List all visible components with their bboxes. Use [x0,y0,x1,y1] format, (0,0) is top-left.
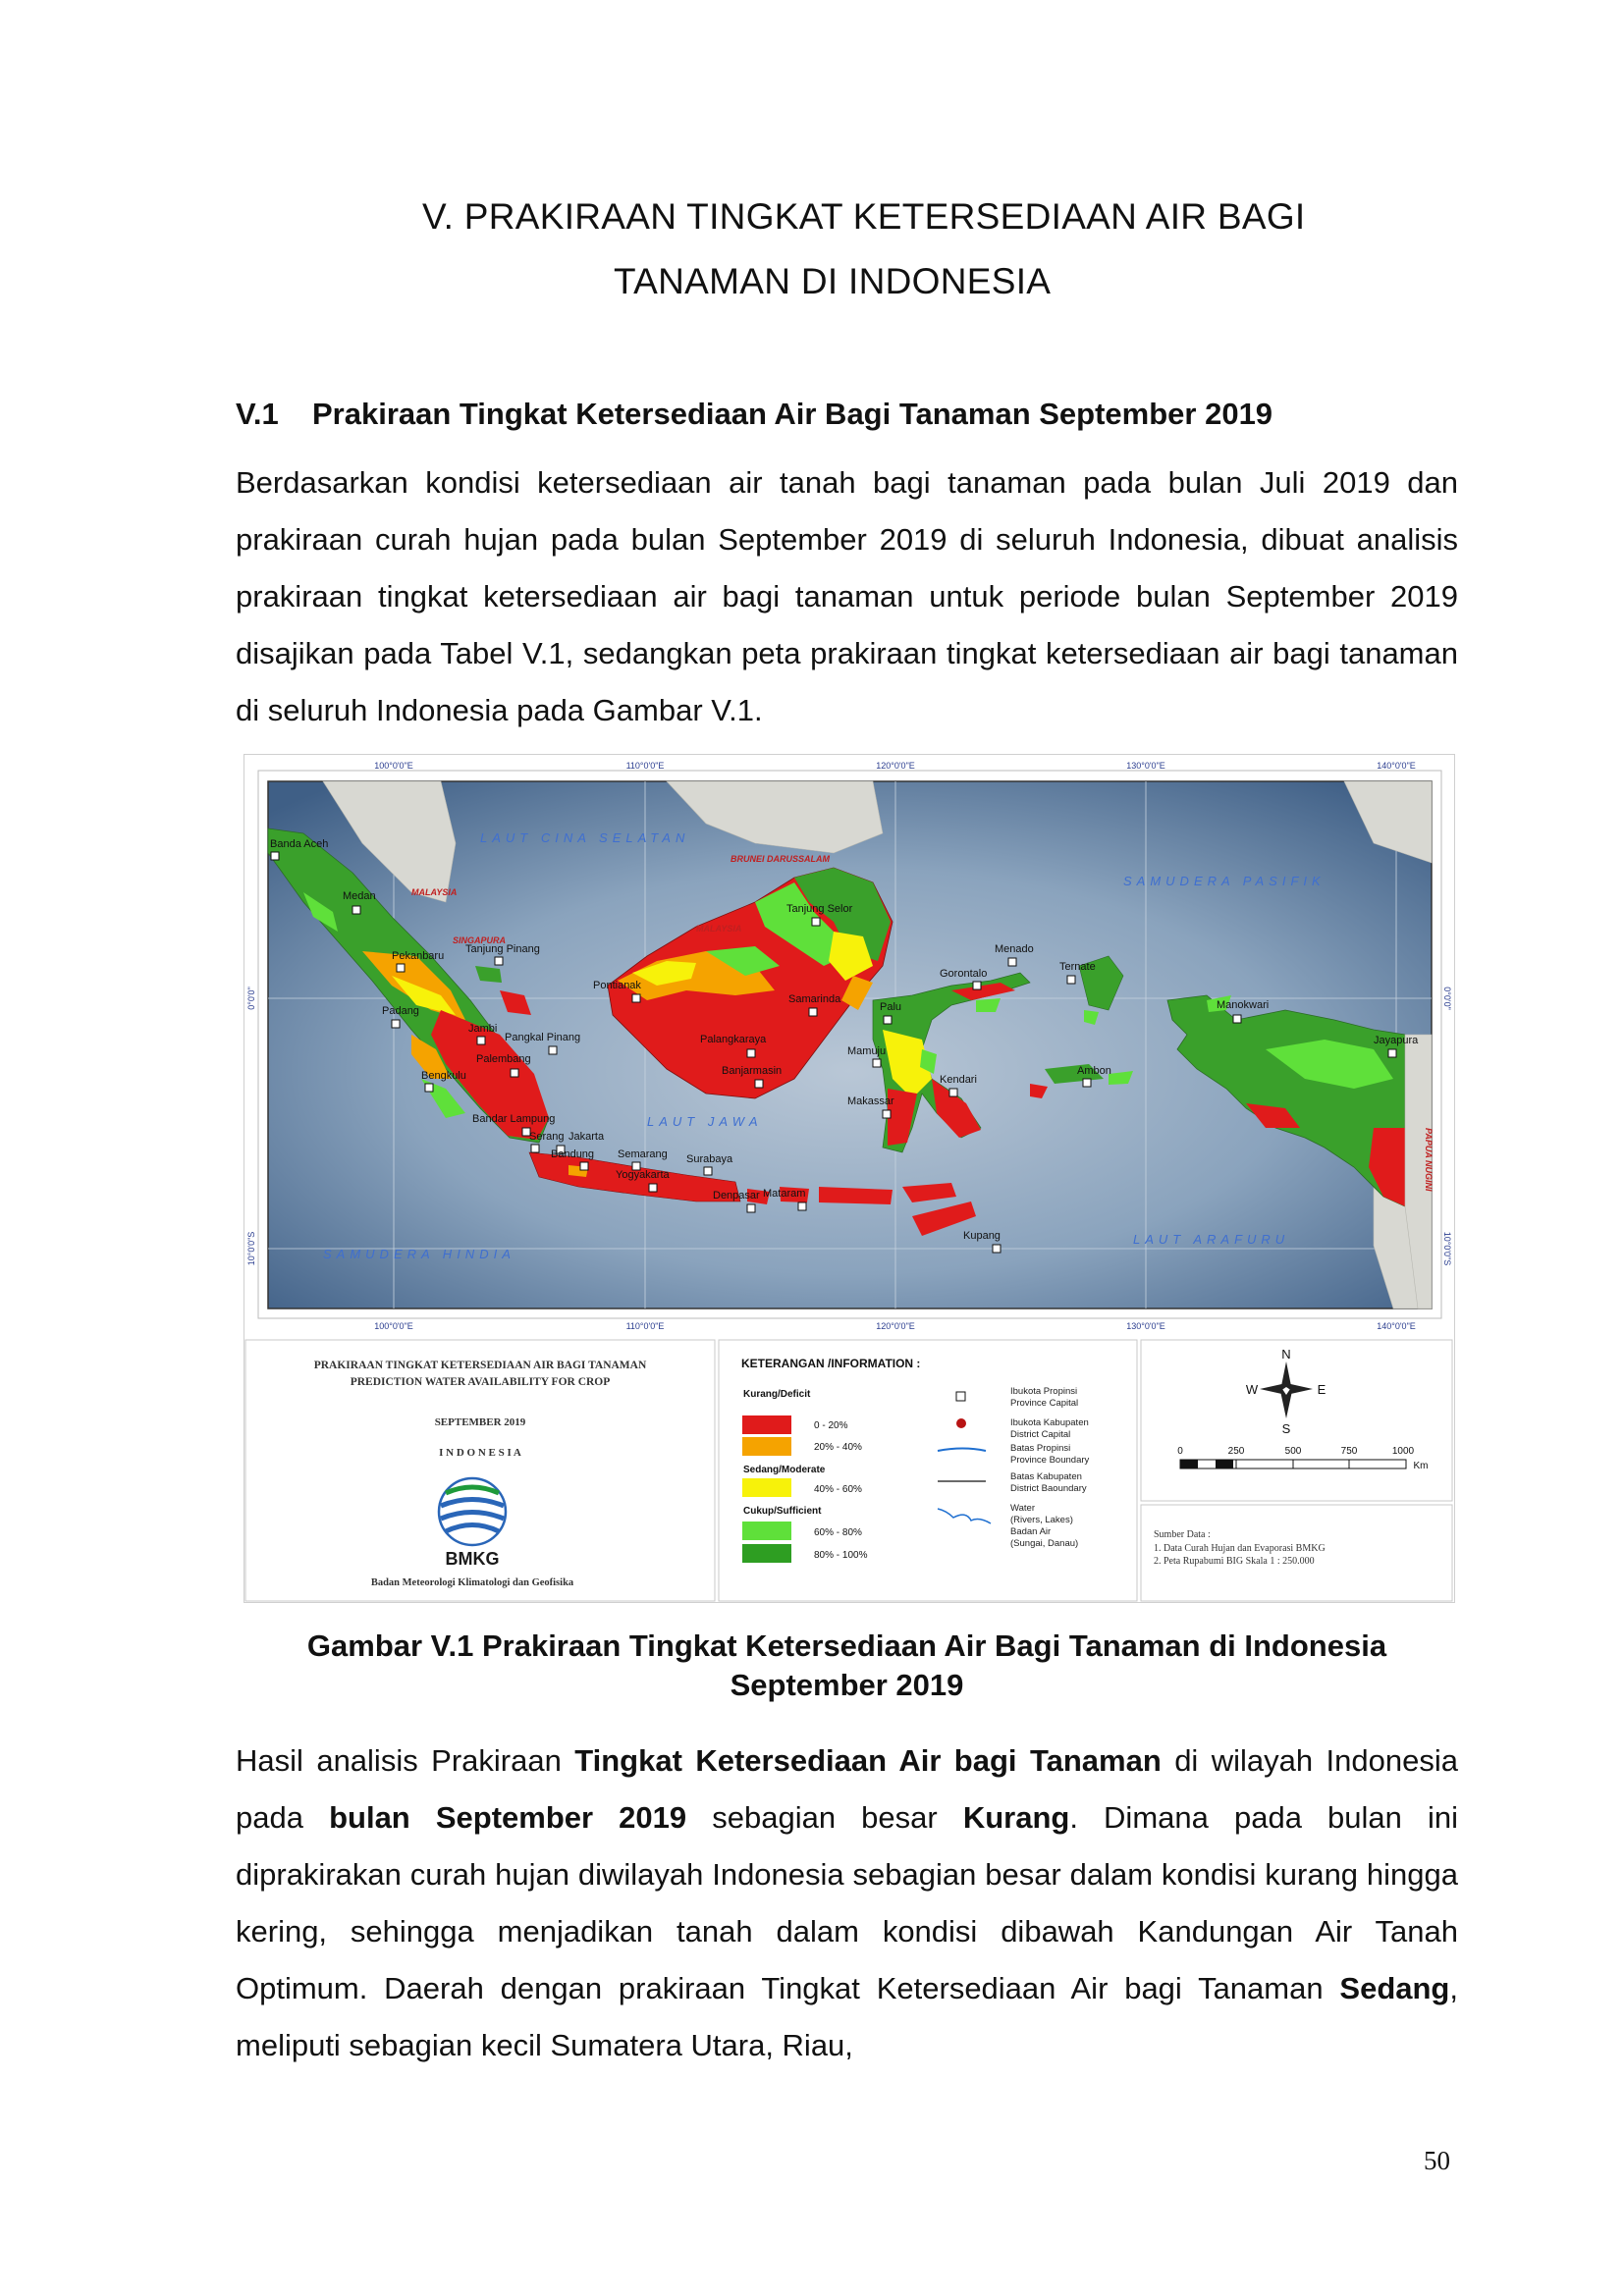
sea-label: SAMUDERA PASIFIK [1123,874,1326,888]
svg-text:Palembang: Palembang [476,1053,531,1065]
svg-text:Menado: Menado [995,943,1034,955]
bmkg-logo [439,1478,506,1545]
legend-swatch [742,1415,791,1434]
svg-text:Gorontalo: Gorontalo [940,968,988,980]
svg-text:1000: 1000 [1391,1446,1415,1457]
legend-range: 60% - 80% [814,1527,862,1538]
lat-label: 0°0'0" [246,987,256,1010]
svg-text:Badan Air: Badan Air [1010,1526,1052,1537]
section-heading [236,397,1272,432]
lon-label: 110°0'0"E [625,761,665,771]
legend-swatch [742,1522,791,1540]
svg-text:Sumber Data :: Sumber Data : [1154,1529,1211,1540]
svg-text:Banjarmasin: Banjarmasin [722,1065,783,1077]
lon-label: 100°0'0"E [374,1321,413,1331]
bold-run: bulan September 2019 [329,1800,687,1835]
legend-swatch [742,1437,791,1456]
svg-text:(Sungai, Danau): (Sungai, Danau) [1010,1538,1079,1549]
chapter-title-line1: V. PRAKIRAAN TINGKAT KETERSEDIAAN AIR BAGI [422,196,1306,237]
map-figure-svg [244,755,1454,1602]
province-capital-symbol [956,1392,965,1401]
legend-range: 0 - 20% [814,1420,848,1431]
svg-text:250: 250 [1227,1446,1245,1457]
svg-text:Jakarta: Jakarta [568,1131,605,1143]
svg-text:Palu: Palu [880,1001,902,1013]
legend-group-label: Kurang/Deficit [743,1389,811,1400]
country-label: SINGAPURA [453,935,507,945]
svg-text:Ambon: Ambon [1077,1065,1111,1077]
svg-text:Pontianak: Pontianak [593,980,641,991]
svg-text:Serang: Serang [529,1131,565,1143]
svg-text:Palangkaraya: Palangkaraya [700,1034,767,1045]
lat-label: 0°0'0" [1442,987,1452,1010]
svg-text:750: 750 [1340,1446,1358,1457]
sea-label: SAMUDERA HINDIA [323,1247,515,1261]
svg-text:Medan: Medan [343,890,376,902]
svg-text:W: W [1245,1382,1259,1397]
bold-run: Tingkat Ketersediaan Air bagi Tanaman [574,1743,1162,1778]
svg-text:Banda Aceh: Banda Aceh [270,838,329,850]
legend-group-label: Sedang/Moderate [743,1465,826,1475]
scale-bar [1180,1460,1406,1468]
sea-label: LAUT CINA SELATAN [480,830,690,845]
compass-scale-box [1141,1340,1452,1501]
lon-label: 140°0'0"E [1377,761,1416,771]
svg-text:Kupang: Kupang [963,1230,1001,1242]
chapter-title-line2: TANAMAN DI INDONESIA [614,261,1052,301]
svg-text:Jayapura: Jayapura [1374,1035,1419,1046]
legend-range: 20% - 40% [814,1442,862,1453]
lon-label: 100°0'0"E [374,761,413,771]
lat-label: 10°0'0"S [246,1231,256,1266]
text-run: di wilayah Indonesia pada [236,1743,1458,1835]
text-run: Hasil analisis Prakiraan [236,1743,575,1778]
svg-text:Bandung: Bandung [551,1148,595,1160]
svg-text:Mataram: Mataram [763,1188,806,1200]
section-title: Prakiraan Tingkat Ketersediaan Air Bagi Tanaman September 2019 [312,397,1273,431]
svg-text:Pekanbaru: Pekanbaru [392,950,445,962]
bmkg-logo-text: BMKG [445,1549,500,1569]
svg-text:S: S [1281,1421,1291,1436]
svg-text:Padang: Padang [382,1005,419,1017]
svg-text:District Capital: District Capital [1010,1429,1071,1440]
svg-text:Kendari: Kendari [940,1074,977,1086]
text-run: . Dimana pada bulan ini diprakirakan curah hujan diwilayah Indonesia sebagian besar dalam kondisi kurang hingga kering, sehingga menjadikan tanah dalam kondisi dibawah Kandungan Air Tanah Optimum. Daerah dengan prakiraan Tingkat Ketersediaan Air bagi Tanaman [236,1800,1459,2005]
svg-text:E: E [1317,1382,1326,1397]
lon-label: 140°0'0"E [1377,1321,1416,1331]
bold-run: Kurang [962,1800,1070,1835]
svg-text:Province Capital: Province Capital [1010,1398,1079,1409]
svg-text:500: 500 [1284,1446,1302,1457]
legend-group-label: Cukup/Sufficient [743,1506,822,1517]
svg-text:Makassar: Makassar [847,1095,894,1107]
country-label: MALAYSIA [696,924,742,934]
district-capital-symbol [956,1418,966,1428]
lon-label: 110°0'0"E [625,1321,665,1331]
legend-swatch [742,1478,791,1497]
bold-run: Sedang [1339,1971,1450,2005]
legend-range: 80% - 100% [814,1550,868,1561]
sea-label: LAUT JAWA [647,1114,763,1129]
svg-text:Mamuju: Mamuju [847,1045,887,1057]
svg-text:2. Peta Rupabumi BIG Skala 1 :: 2. Peta Rupabumi BIG Skala 1 : 250.000 [1154,1556,1315,1567]
sea-label: LAUT ARAFURU [1133,1232,1290,1247]
svg-text:1. Data Curah Hujan dan Evapor: 1. Data Curah Hujan dan Evaporasi BMKG [1154,1543,1326,1554]
caption-line2: September 2019 [730,1668,964,1702]
map-period: SEPTEMBER 2019 [434,1416,526,1428]
figure-map [244,754,1455,1603]
svg-text:Km: Km [1413,1461,1429,1471]
caption-line1: Gambar V.1 Prakiraan Tingkat Ketersediaan Air Bagi Tanaman di Indonesia [306,1629,1387,1663]
svg-text:Batas Kabupaten: Batas Kabupaten [1010,1471,1082,1482]
svg-text:Batas Propinsi: Batas Propinsi [1010,1443,1071,1454]
svg-text:Tanjung Selor: Tanjung Selor [786,903,853,915]
legend-range: 40% - 60% [814,1484,862,1495]
svg-text:Tanjung Pinang: Tanjung Pinang [465,943,540,955]
text-run: , meliputi sebagian kecil Sumatera Utara, Riau, [236,1971,1458,2062]
svg-text:Surabaya: Surabaya [686,1153,733,1165]
svg-text:N: N [1281,1347,1291,1362]
svg-text:Bengkulu: Bengkulu [421,1070,466,1082]
svg-text:(Rivers, Lakes): (Rivers, Lakes) [1010,1515,1073,1525]
svg-text:Water: Water [1010,1503,1035,1514]
text-run: sebagian besar [686,1800,963,1835]
svg-text:Manokwari: Manokwari [1217,999,1270,1011]
lon-label: 120°0'0"E [876,761,915,771]
country-label: PAPUA NUGINI [1424,1128,1434,1192]
svg-text:0: 0 [1177,1446,1183,1457]
map-region: I N D O N E S I A [439,1447,521,1459]
legend-swatch [742,1544,791,1563]
figure-caption [236,1627,1458,1705]
svg-text:Pangkal Pinang: Pangkal Pinang [505,1032,581,1043]
svg-text:Semarang: Semarang [618,1148,668,1160]
lon-label: 130°0'0"E [1126,1321,1165,1331]
svg-text:District Baoundary: District Baoundary [1010,1483,1087,1494]
svg-text:Samarinda: Samarinda [788,993,841,1005]
svg-text:Bandar Lampung: Bandar Lampung [472,1113,556,1125]
svg-text:Denpasar: Denpasar [713,1190,760,1201]
page-number: 50 [1424,2146,1450,2175]
svg-text:Yogyakarta: Yogyakarta [616,1169,670,1181]
svg-text:Jambi: Jambi [468,1023,498,1035]
svg-text:Province Boundary: Province Boundary [1010,1455,1090,1466]
lon-label: 120°0'0"E [876,1321,915,1331]
lon-label: 130°0'0"E [1126,761,1165,771]
agency-name: Badan Meteorologi Klimatologi dan Geofisika [370,1577,574,1588]
svg-text:Ibukota Kabupaten: Ibukota Kabupaten [1010,1417,1089,1428]
map-title-en: PREDICTION WATER AVAILABILITY FOR CROP [350,1376,611,1388]
paragraph-1: Berdasarkan kondisi ketersediaan air tanah bagi tanaman pada bulan Juli 2019 dan prakiraan curah hujan pada bulan September 2019 di seluruh Indonesia, dibuat analisis prakiraan tingkat ketersediaan air bagi tanaman untuk periode bulan September 2019 disajikan pada Tabel V.1, sedangkan peta prakiraan tingkat ketersediaan air bagi tanaman di seluruh Indonesia pada Gambar V.1. [236,465,1458,727]
section-number: V.1 [236,397,279,431]
svg-text:Ternate: Ternate [1059,961,1096,973]
svg-text:Ibukota Propinsi: Ibukota Propinsi [1010,1386,1078,1397]
lat-label: 10°0'0"S [1442,1231,1452,1266]
country-label: MALAYSIA [411,887,458,897]
legend-title: KETERANGAN /INFORMATION : [741,1357,921,1370]
country-label: BRUNEI DARUSSALAM [731,854,830,864]
paragraph-2 [236,1733,1458,2074]
map-title-id: PRAKIRAAN TINGKAT KETERSEDIAAN AIR BAGI TANAMAN [313,1360,647,1371]
